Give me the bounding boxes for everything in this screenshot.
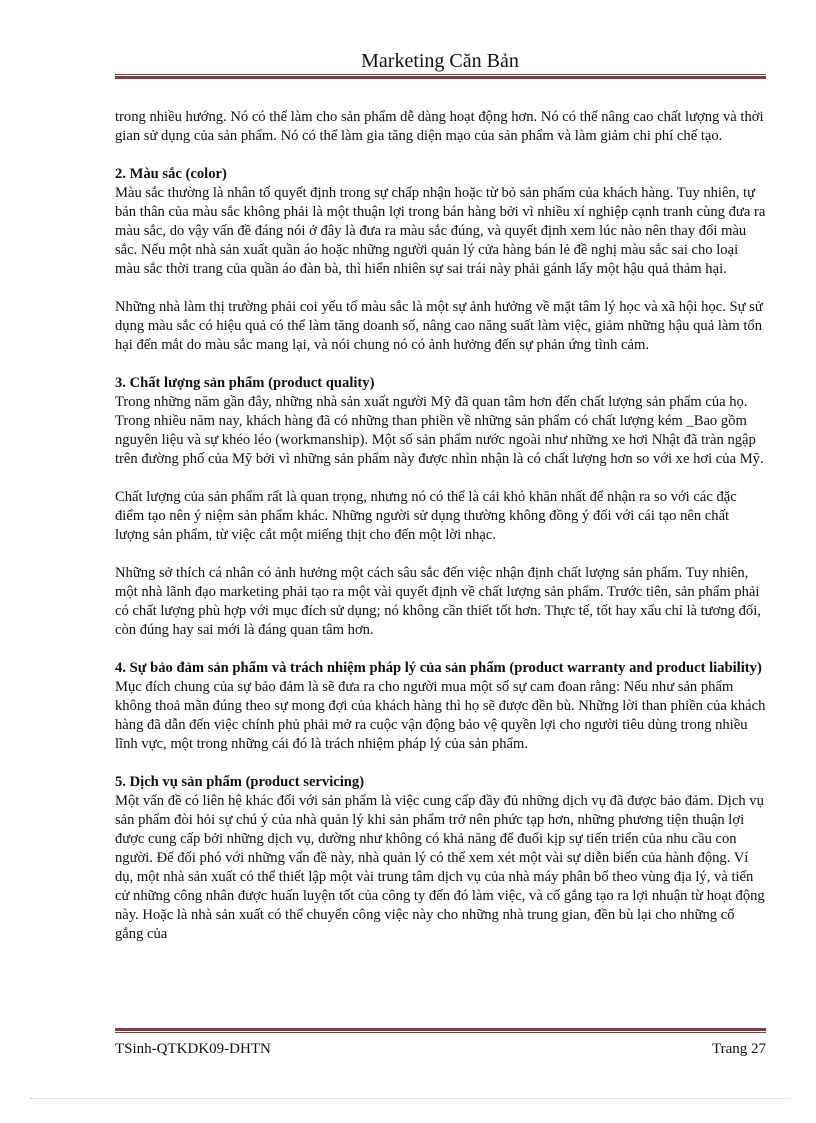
paragraph: Màu sắc thường là nhân tố quyết định trong sự chấp nhận hoặc từ bỏ sản phẩm của khách hàng. Tuy nhiên, tự bản thân của màu sắc không phải là một thuận lợi trong bán hàng bởi vì nhiều xí nghiệp cạnh tranh cùng đưa ra màu sắc, do vậy vấn đề đáng nói ở đây là đưa ra màu sắc đúng, và quyết định xem lúc nào nên thay đổi màu sắc. Nếu một nhà sản xuất quần áo hoặc những người quản lý cửa hàng bán lẻ đề nghị màu sắc sai cho loại màu sắc thời trang của quần áo đàn bà, thì hiển nhiên sự sai trái này phải gánh lấy một hậu quả thảm hại. xyxy=(115,185,766,277)
header-rule-top xyxy=(115,74,766,75)
document-body xyxy=(115,108,766,944)
section-heading-warranty: 4. Sự bảo đảm sản phẩm và trách nhiệm pháp lý của sản phẩm (product warranty and product liability) xyxy=(115,660,762,676)
header-rule-bottom xyxy=(115,76,766,79)
section-heading-quality: 3. Chất lượng sản phẩm (product quality) xyxy=(115,375,375,391)
paragraph: Mục đích chung của sự bảo đảm là sẽ đưa ra cho người mua một số sự cam đoan rằng: Nếu như sản phẩm không thoả mãn đúng theo sự mong đợi của khách hàng thì họ sẽ được đền bù. Những lời than phiền của khách hàng đã dẫn đến việc chính phủ phải mở ra cuộc vận động bảo vệ quyền lợi cho người tiêu dùng trong nhiều lĩnh vực, một trong những cái đó là trách nhiệm pháp lý của sản phẩm. xyxy=(115,679,766,752)
paragraph: Trong những năm gần đây, những nhà sản xuất người Mỹ đã quan tâm hơn đến chất lượng sản phẩm của họ. Trong nhiều năm nay, khách hàng đã có những than phiền về những sản phẩm có chất lượng kém _Bao gồm nguyên liệu và sự khéo léo (workmanship). Một số sản phẩm nước ngoài như những xe hơi Nhật đã tràn ngập trên đường phố của Mỹ bởi vì những sản phẩm này được nhìn nhận là có chất lượng hơn so với xe hơi của Mỹ. xyxy=(115,394,764,467)
page-header-title: Marketing Căn Bản xyxy=(361,50,519,72)
section-heading-color: 2. Màu sắc (color) xyxy=(115,166,227,182)
section-heading-servicing: 5. Dịch vụ sản phẩm (product servicing) xyxy=(115,774,365,790)
footer-rule-bottom xyxy=(115,1032,766,1033)
page-edge-divider xyxy=(30,1098,790,1099)
paragraph: Những sở thích cá nhân có ảnh hưởng một cách sâu sắc đến việc nhận định chất lượng sản phẩm. Tuy nhiên, một nhà lãnh đạo marketing phải tạo ra một vài quyết định về chất lượng sản phẩm. Trước tiên, sản phẩm phải có chất lượng phù hợp với mục đích sử dụng; nó không cần thiết tốt hơn. Thực tế, tốt hay xấu chỉ là tương đối, còn đúng hay sai mới là đáng quan tâm hơn. xyxy=(115,565,761,638)
footer-document-code: TSinh-QTKDK09-DHTN xyxy=(115,1041,271,1057)
paragraph: Những nhà làm thị trường phải coi yếu tố màu sắc là một sự ảnh hưởng về mặt tâm lý học và xã hội học. Sự sử dụng màu sắc có hiệu quả có thể làm tăng doanh số, nâng cao năng suất làm việc, giảm những hậu quả làm tổn hại đến mắt do màu sắc mang lại, và nói chung nó có ảnh hưởng đến sự phản ứng tình cảm. xyxy=(115,299,763,353)
footer-page-number: Trang 27 xyxy=(711,1041,766,1057)
paragraph: Chất lượng của sản phẩm rất là quan trọng, nhưng nó có thể là cái khó khăn nhất để nhận ra so với các đặc điểm tạo nên ý niệm sản phẩm khác. Những người sử dụng thường không đồng ý đối với cái tạo nên chất lượng sản phẩm, từ việc cắt một miếng thịt cho đến một lời nhạc. xyxy=(115,489,737,543)
footer-rule-top xyxy=(115,1028,766,1031)
intro-paragraph: trong nhiều hướng. Nó có thể làm cho sản phẩm dễ dàng hoạt động hơn. Nó có thể nâng cao chất lượng và thời gian sử dụng của sản phẩm. Nó có thể làm gia tăng diện mạo của sản phẩm và làm giảm chi phí chế tạo. xyxy=(115,109,764,144)
paragraph: Một vấn đề có liên hệ khác đối với sản phẩm là việc cung cấp đầy đủ những dịch vụ đã được bảo đảm. Dịch vụ sản phẩm đòi hỏi sự chú ý của nhà quản lý khi sản phẩm trở nên phức tạp hơn, những phương tiện thuận lợi được cung cấp bởi những dịch vụ, dường như không có khả năng để đuổi kịp sự tiến triển của nhu cầu con người. Để đối phó với những vấn đề này, nhà quản lý có thể xem xét một vài sự diễn biến của hành động. Ví dụ, một nhà sản xuất có thể thiết lập một vài trung tâm dịch vụ của nhà máy phân bố theo vùng địa lý, và tiến cử những công nhân được huấn luyện tốt của công ty đến đó làm việc, và cố gắng tạo ra lợi nhuận từ hoạt động này. Hoặc là nhà sản xuất có thể chuyển công việc này cho những nhà trung gian, đền bù lại cho những cố gắng của xyxy=(115,793,765,942)
